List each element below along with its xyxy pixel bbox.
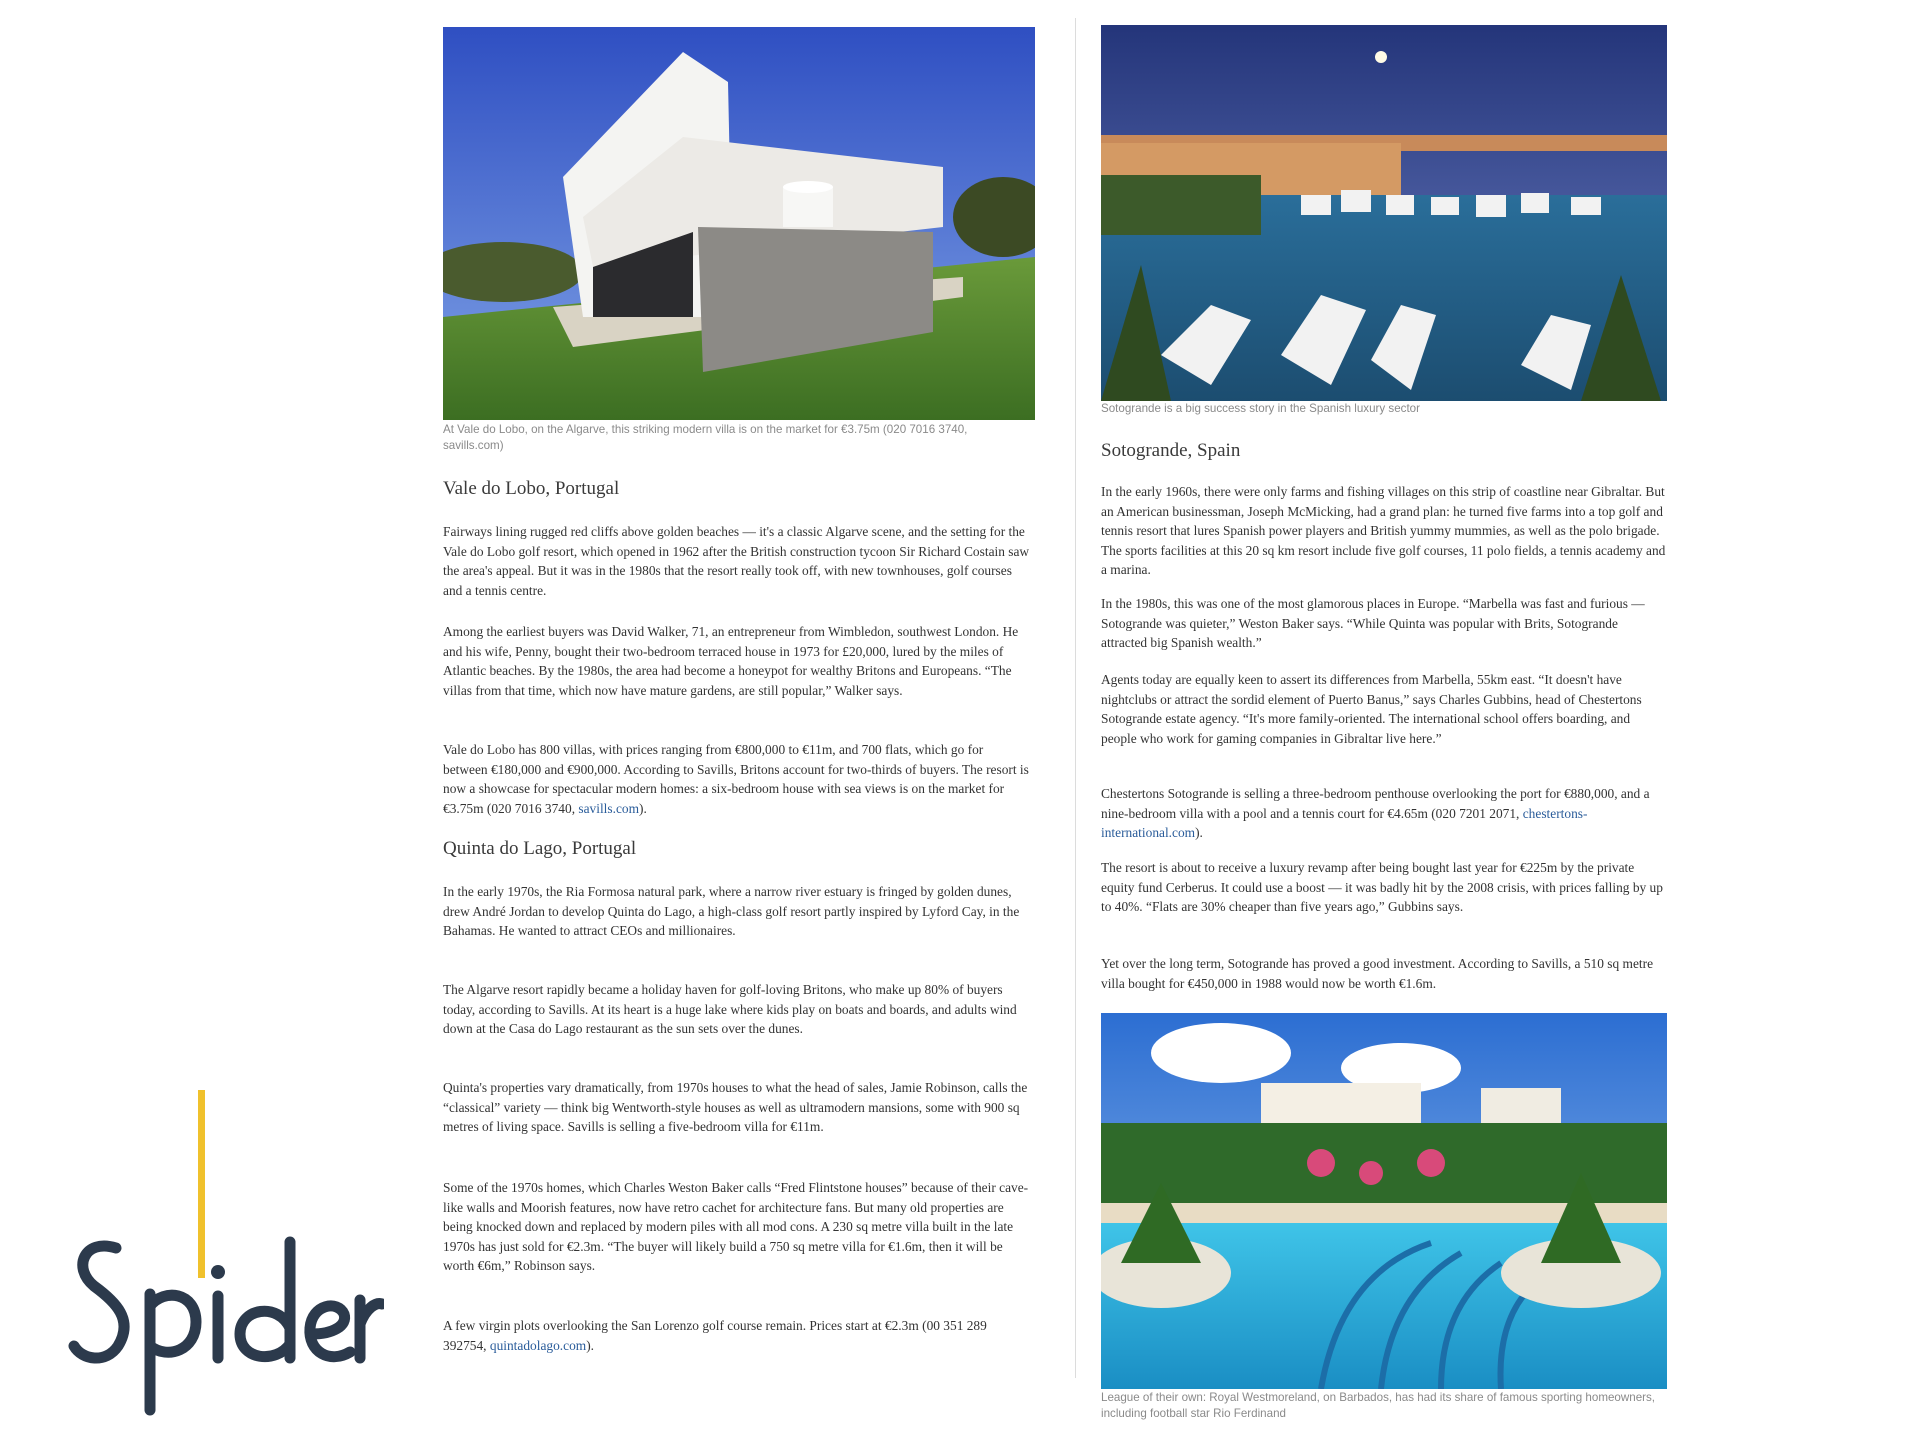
quinta-paragraph-2: The Algarve resort rapidly became a holiday haven for golf-loving Britons, who make up 80% of buyers today, according to Savills. At its heart is a huge lake where kids play on boats and boards, and adults wind down at the Casa do Lago restaurant as the sun sets over the dunes. (443, 982, 1017, 1037)
quinta-paragraph-3: Quinta's properties vary dramatically, from 1970s houses to what the head of sales, Jamie Robinson, calls the “classical” variety — think big Wentworth-style houses as well as ultramodern mansions, some with 900 sq metres of living space. Savills is selling a five-bedroom villa for €11m. (443, 1080, 1028, 1135)
sotogrande-paragraph-2: In the 1980s, this was one of the most glamorous places in Europe. “Marbella was fast and furious — Sotogrande was quieter,” Weston Baker says. “While Quinta was popular with Brits, Sotogrande attracted big Spanish wealth.” (1101, 596, 1645, 651)
villa-photo-caption: At Vale do Lobo, on the Algarve, this striking modern villa is on the market for €3.75m (020 7016 3740, savills.com) (443, 423, 968, 452)
modern-villa-photo (443, 27, 1035, 420)
quintadolago-link[interactable]: quintadolago.com (489, 1337, 587, 1353)
section-title-vale-do-lobo: Vale do Lobo, Portugal (443, 478, 620, 499)
sotogrande-paragraph-3: Agents today are equally keen to assert its differences from Marbella, 55km east. “It doesn't have nightclubs or attract the sordid element of Puerto Banus,” says Charles Gubbins, head of Chestertons Sotogrande estate agency. “It's more family-oriented. The international school offers boarding, and people who work for gaming companies in Gibraltar live here.” (1101, 672, 1642, 746)
quinta-paragraph-4: Some of the 1970s homes, which Charles Weston Baker calls “Fred Flintstone houses” because of their cave-like walls and Moorish features, now have retro cachet for architecture fans. But many old properties are being knocked down and replaced by modern piles with all mod cons. A 230 sq metre villa built in the late 1970s has just sold for €2.3m. “The buyer will likely build a 750 sq metre villa for €1.6m, then it will be worth €6m,” Robinson says. (443, 1180, 1029, 1274)
marina-photo-caption: Sotogrande is a big success story in the Spanish luxury sector (1101, 402, 1420, 415)
vale-do-lobo-paragraph-2: Among the earliest buyers was David Walker, 71, an entrepreneur from Wimbledon, southwest London. He and his wife, Penny, bought their two-bedroom terraced house in 1973 for £20,000, lured by the miles of Atlantic beaches. By the 1980s, the area had become a honeypot for wealthy Britons and Europeans. “The villas from that time, which now have mature gardens, are still popular,” Walker says. (443, 624, 1019, 698)
section-title-sotogrande: Sotogrande, Spain (1101, 440, 1241, 461)
sotogrande-paragraph-4: Chestertons Sotogrande is selling a three-bedroom penthouse overlooking the port for €880,000, and a nine-bedroom villa with a pool and a tennis court for €4.65m (020 7201 2071, chestertons-international.com). (1101, 786, 1650, 841)
sotogrande-paragraph-6: Yet over the long term, Sotogrande has proved a good investment. According to Savills, a 510 sq metre villa bought for €450,000 in 1988 would now be worth €1.6m. (1101, 956, 1654, 991)
column-divider (1075, 18, 1076, 1378)
savills-link[interactable]: savills.com (578, 800, 640, 816)
quinta-paragraph-5: A few virgin plots overlooking the San Lorenzo golf course remain. Prices start at €2.3m (00 351 289 392754, quintadolago.com). (443, 1318, 987, 1353)
section-title-quinta-do-lago: Quinta do Lago, Portugal (443, 838, 637, 859)
quinta-paragraph-1: In the early 1970s, the Ria Formosa natural park, where a narrow river estuary is fringed by golden dunes, drew André Jordan to develop Quinta do Lago, a high-class golf resort partly inspired by Lyford Cay, in the Bahamas. He wanted to attract CEOs and millionaires. (443, 884, 1020, 939)
vale-do-lobo-paragraph-1: Fairways lining rugged red cliffs above golden beaches — it's a classic Algarve scene, and the setting for the Vale do Lobo golf resort, which opened in 1962 after the British construction tycoon Sir Richard Costain saw the area's appeal. But it was in the 1980s that the resort really took off, with new townhouses, golf courses and a tennis centre. (443, 524, 1030, 598)
sotogrande-paragraph-5: The resort is about to receive a luxury revamp after being bought last year for €225m by the private equity fund Cerberus. It could use a boost — it was badly hit by the 2008 crisis, with prices falling by up to 40%. “Flats are 30% cheaper than five years ago,” Gubbins says. (1101, 860, 1663, 915)
vale-do-lobo-paragraph-3: Vale do Lobo has 800 villas, with prices ranging from €800,000 to €11m, and 700 flats, which go for between €180,000 and €900,000. According to Savills, Britons account for two-thirds of buyers. The resort is now a showcase for spectacular modern homes: a six-bedroom house with sea views is on the market for €3.75m (020 7016 3740, savills.com). (443, 742, 1029, 816)
chestertons-link[interactable]: chestertons-international.com (1101, 805, 1588, 841)
pool-villa-photo (1101, 1013, 1667, 1389)
sotogrande-paragraph-1: In the early 1960s, there were only farms and fishing villages on this strip of coastline near Gibraltar. But an American businessman, Joseph McMicking, had a grand plan: he turned five farms into a top golf and tennis resort that lures Spanish power players and British yummy mummies, as well as the polo brigade. The sports facilities at this 20 sq km resort include five golf courses, 11 polo fields, a tennis academy and a marina. (1101, 484, 1666, 578)
pool-photo-caption: League of their own: Royal Westmoreland, on Barbados, has had its share of famous sporting homeowners, including football star Rio Ferdinand (1101, 1391, 1656, 1420)
marina-photo (1101, 25, 1667, 401)
spider-logo (64, 1228, 384, 1418)
